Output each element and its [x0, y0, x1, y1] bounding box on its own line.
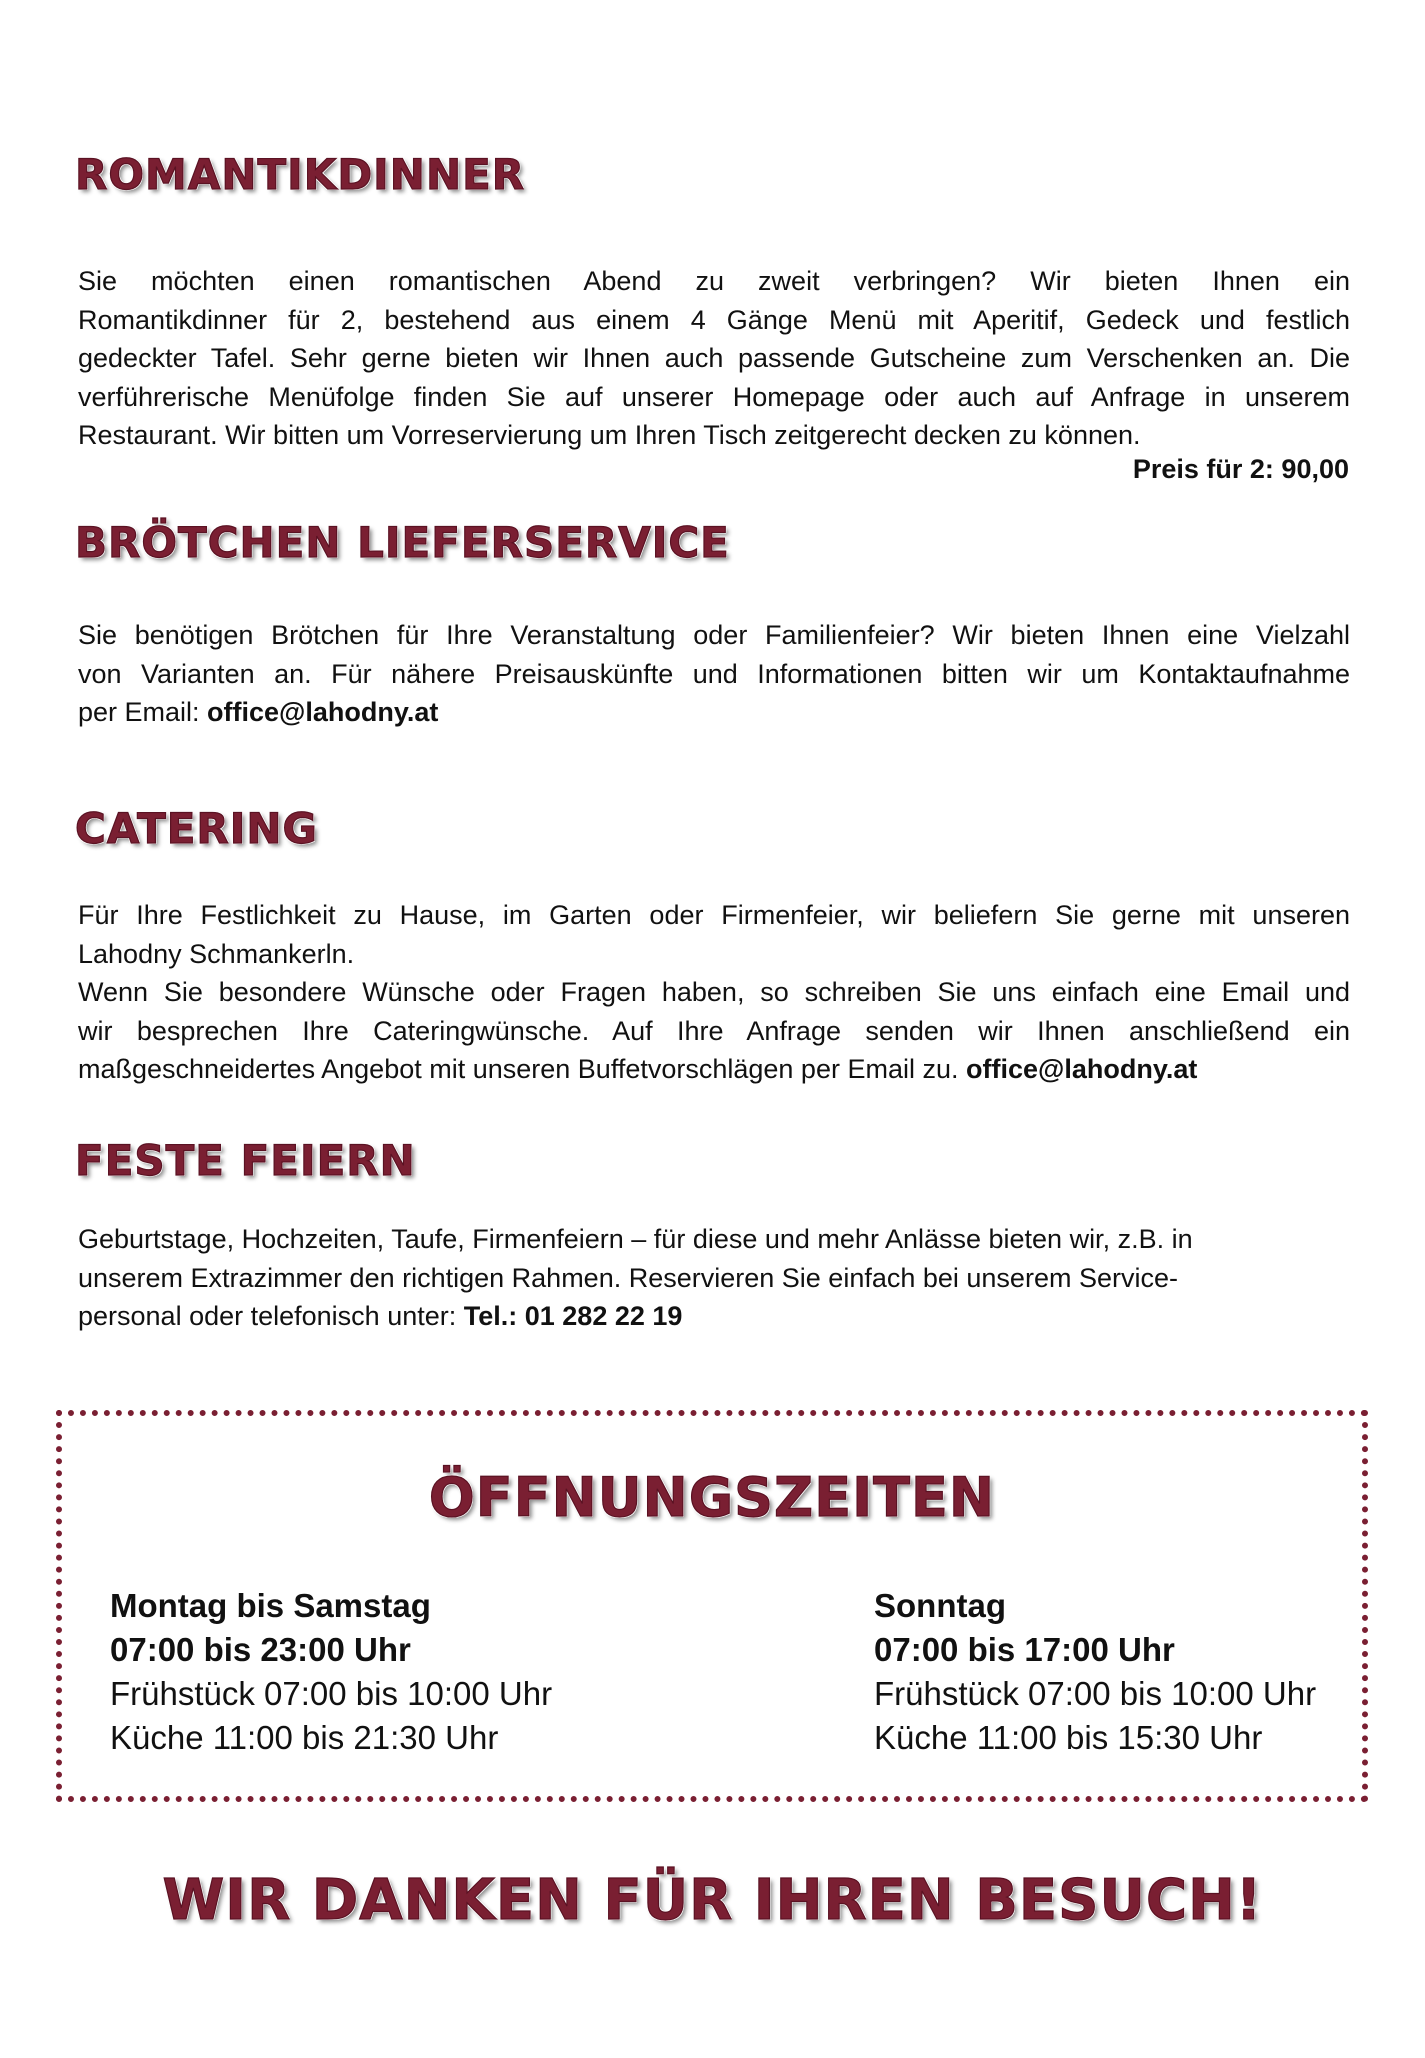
weekday-kitchen: Küche 11:00 bis 21:30 Uhr — [110, 1719, 499, 1756]
catering-text — [78, 896, 1350, 1089]
text-line: gedeckter Tafel. Sehr gerne bieten wir Ihnen auch passende Gutscheine zum Verschenken an. Die — [78, 343, 1350, 373]
sunday-days: Sonntag — [874, 1587, 1006, 1624]
text-line — [78, 1297, 1350, 1336]
broetchen-text — [78, 616, 1350, 732]
text-line — [78, 1050, 1350, 1089]
text-line: Geburtstage, Hochzeiten, Taufe, Firmenfeiern – für diese und mehr Anlässe bieten wir, z.B. in — [78, 1224, 1193, 1254]
email-link[interactable]: office@lahodny.at — [966, 1054, 1198, 1084]
text-prefix: per Email: — [78, 697, 208, 727]
weekday-breakfast: Frühstück 07:00 bis 10:00 Uhr — [110, 1675, 553, 1712]
text-line: von Varianten an. Für nähere Preisauskünfte und Informationen bitten wir um Kontaktaufnahme — [78, 658, 1350, 689]
feste-feiern-text — [78, 1220, 1350, 1336]
opening-hours-box — [56, 1410, 1368, 1802]
weekday-days: Montag bis Samstag — [110, 1587, 431, 1624]
sunday-breakfast: Frühstück 07:00 bis 10:00 Uhr — [874, 1675, 1317, 1712]
text-line: unserem Extrazimmer den richtigen Rahmen. Reservieren Sie einfach bei unserem Service- — [78, 1262, 1178, 1293]
email-link[interactable]: office@lahodny.at — [207, 697, 439, 727]
opening-hours-heading: ÖFFNUNGSZEITEN — [428, 1466, 996, 1529]
text-prefix: maßgeschneidertes Angebot mit unseren Buffetvorschlägen per Email zu. — [78, 1054, 966, 1084]
feste-feiern-heading: FESTE FEIERN — [75, 1136, 416, 1185]
text-line: verführerische Menüfolge finden Sie auf unserer Homepage oder auch auf Anfrage in unserem — [78, 381, 1350, 412]
text-line: Wenn Sie besondere Wünsche oder Fragen haben, so schreiben Sie uns einfach eine Email und — [78, 977, 1350, 1007]
weekday-open-hours: 07:00 bis 23:00 Uhr — [110, 1631, 411, 1668]
sunday-hours — [874, 1584, 1316, 1760]
thank-you-heading: WIR DANKEN FÜR IHREN BESUCH! — [162, 1868, 1263, 1933]
text-prefix: personal oder telefonisch unter: — [78, 1301, 464, 1331]
text-line: Lahodny Schmankerln. — [78, 938, 355, 969]
sunday-kitchen: Küche 11:00 bis 15:30 Uhr — [874, 1719, 1263, 1756]
text-line: Sie möchten einen romantischen Abend zu zweit verbringen? Wir bieten Ihnen ein — [78, 266, 1350, 296]
text-line — [78, 693, 1350, 732]
catering-heading: CATERING — [75, 804, 318, 853]
text-line: Für Ihre Festlichkeit zu Hause, im Garten oder Firmenfeier, wir beliefern Sie gerne mit unseren — [78, 900, 1350, 930]
romantikdinner-heading: ROMANTIKDINNER — [75, 150, 526, 199]
text-line: Romantikdinner für 2, bestehend aus einem 4 Gänge Menü mit Aperitif, Gedeck und festlich — [78, 304, 1350, 335]
text-line: Restaurant. Wir bitten um Vorreservierung um Ihren Tisch zeitgerecht decken zu können. — [78, 420, 1141, 450]
text-line: Sie benötigen Brötchen für Ihre Veranstaltung oder Familienfeier? Wir bieten Ihnen eine Vielzahl — [78, 620, 1350, 650]
romantikdinner-text — [78, 262, 1350, 455]
text-line: wir besprechen Ihre Cateringwünsche. Auf Ihre Anfrage senden wir Ihnen anschließend ein — [78, 1015, 1350, 1046]
phone-number[interactable]: Tel.: 01 282 22 19 — [463, 1301, 683, 1331]
romantikdinner-price: Preis für 2: 90,00 — [1132, 454, 1349, 484]
weekday-hours — [110, 1584, 552, 1760]
broetchen-heading: BRÖTCHEN LIEFERSERVICE — [75, 518, 730, 567]
sunday-open-hours: 07:00 bis 17:00 Uhr — [874, 1631, 1175, 1668]
